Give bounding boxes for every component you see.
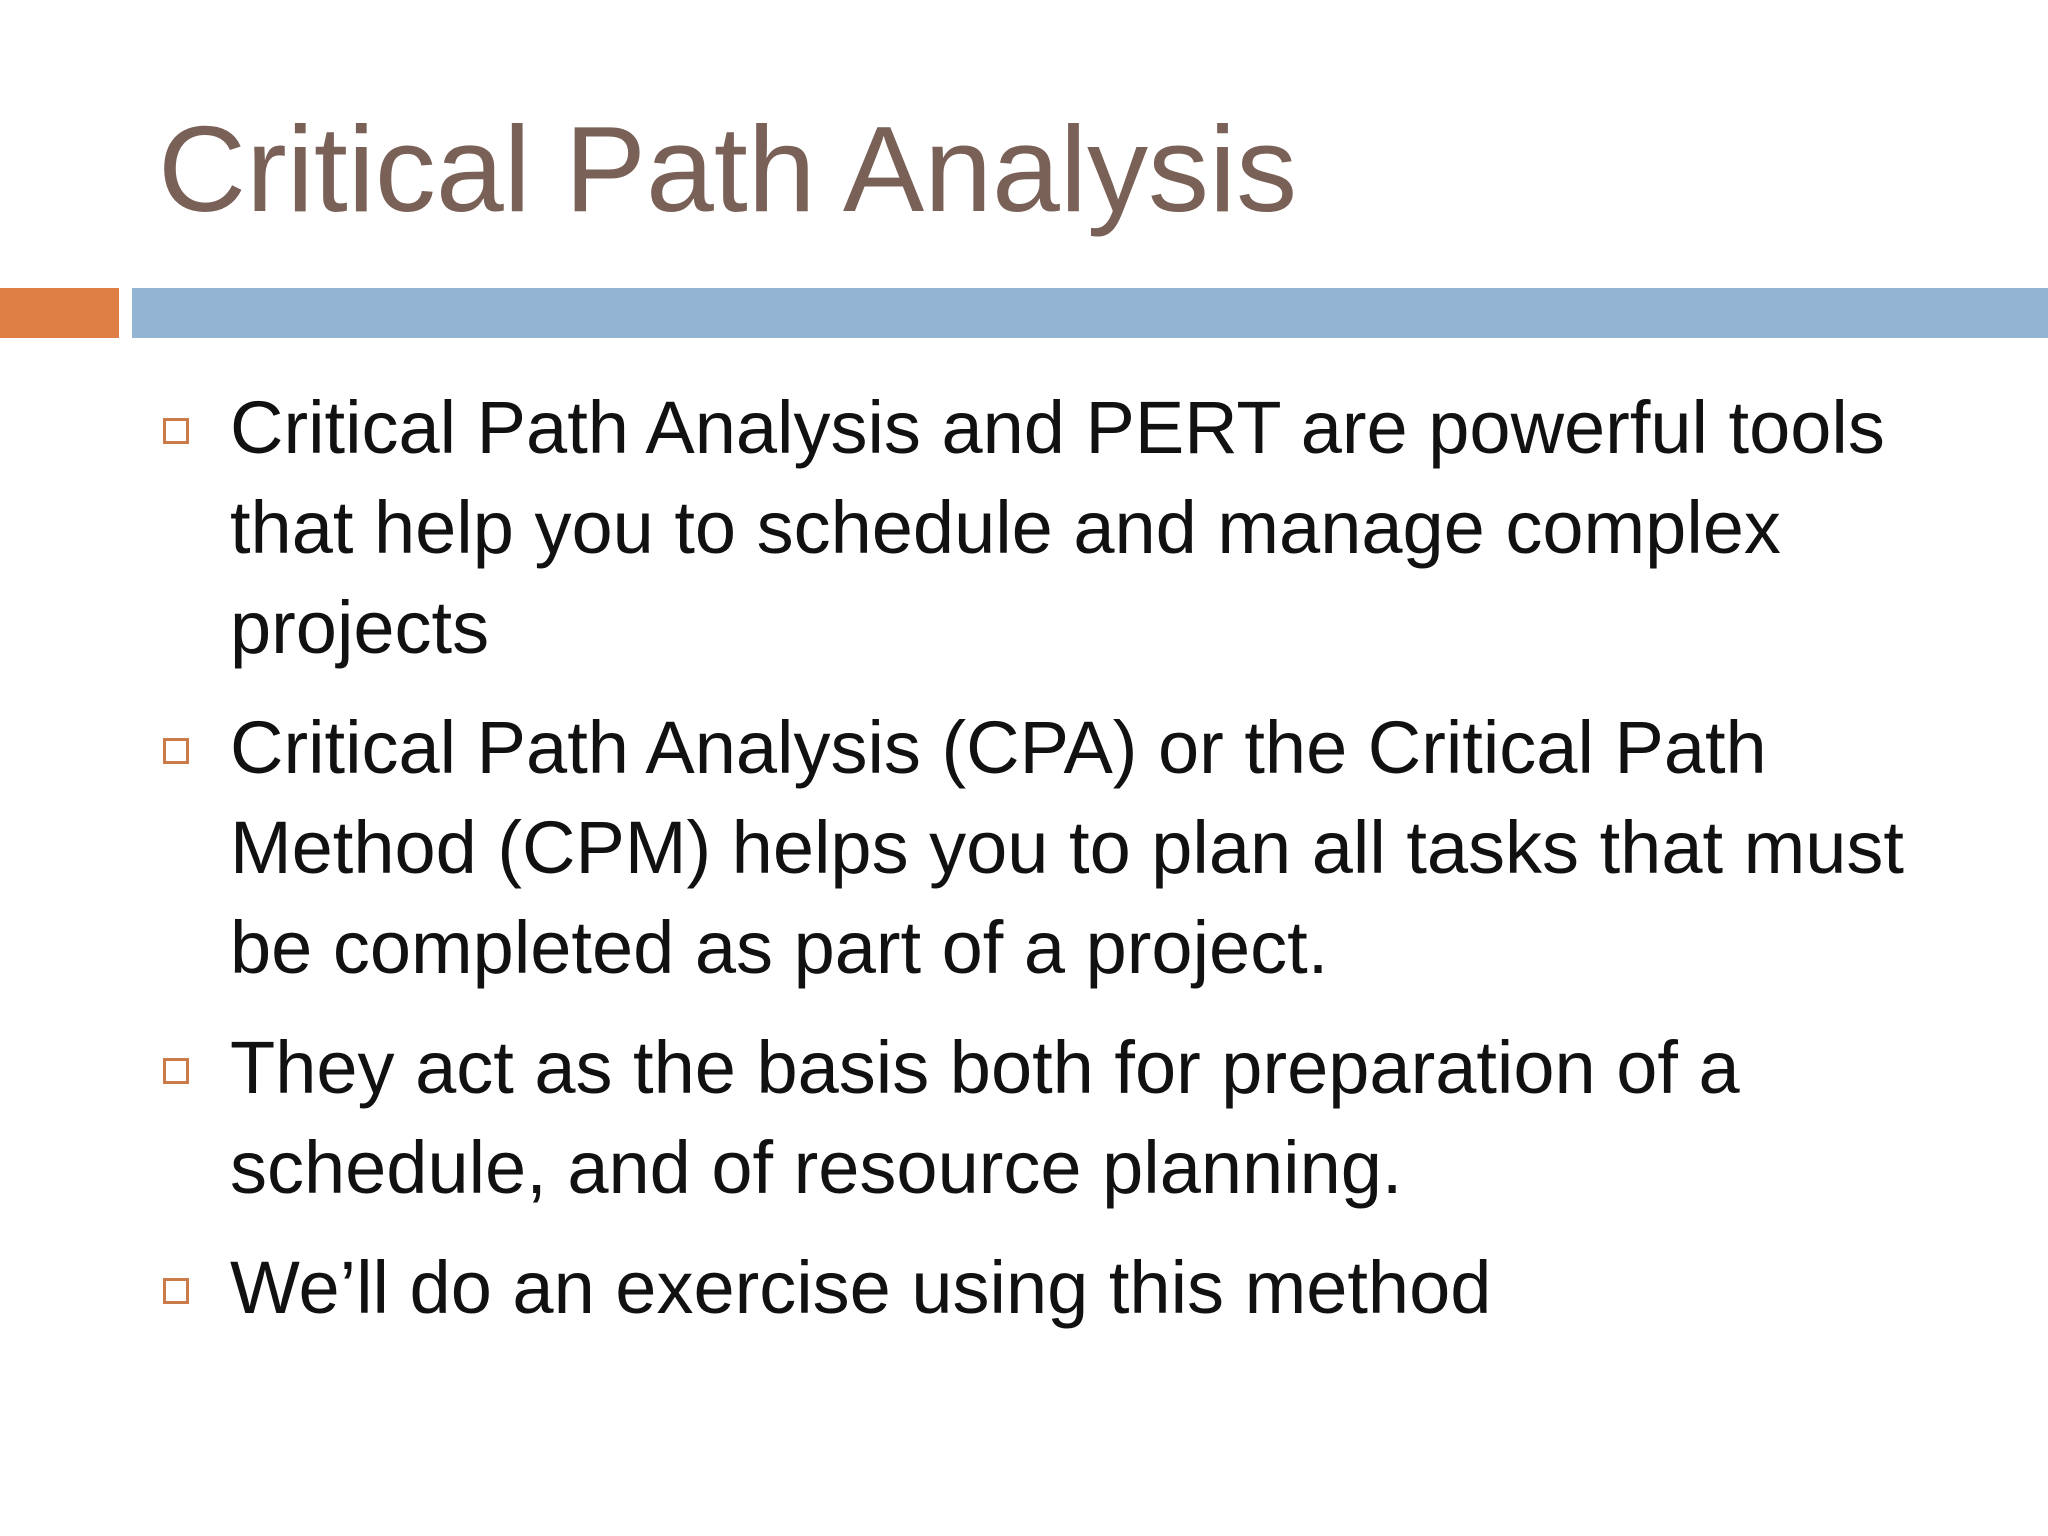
bullet-text: They act as the basis both for preparation of a schedule, and of resource planning. [230, 1026, 1740, 1209]
bullet-item [160, 698, 1960, 998]
bullet-item [160, 1018, 1960, 1218]
bullet-item [160, 378, 1960, 678]
hollow-square-bullet-icon [163, 738, 189, 764]
slide-title: Critical Path Analysis [158, 101, 1298, 237]
bullet-item [160, 1238, 1960, 1338]
bullet-text: Critical Path Analysis and PERT are powerful tools that help you to schedule and manage complex projects [230, 386, 1885, 669]
accent-bar-blue [132, 288, 2048, 338]
hollow-square-bullet-icon [163, 1278, 189, 1304]
accent-bar-orange [0, 288, 119, 338]
bullet-list [160, 378, 1960, 1358]
hollow-square-bullet-icon [163, 418, 189, 444]
hollow-square-bullet-icon [163, 1058, 189, 1084]
bullet-text: We’ll do an exercise using this method [230, 1246, 1492, 1329]
bullet-text: Critical Path Analysis (CPA) or the Critical Path Method (CPM) helps you to plan all tasks that must be completed as part of a project. [230, 706, 1904, 989]
